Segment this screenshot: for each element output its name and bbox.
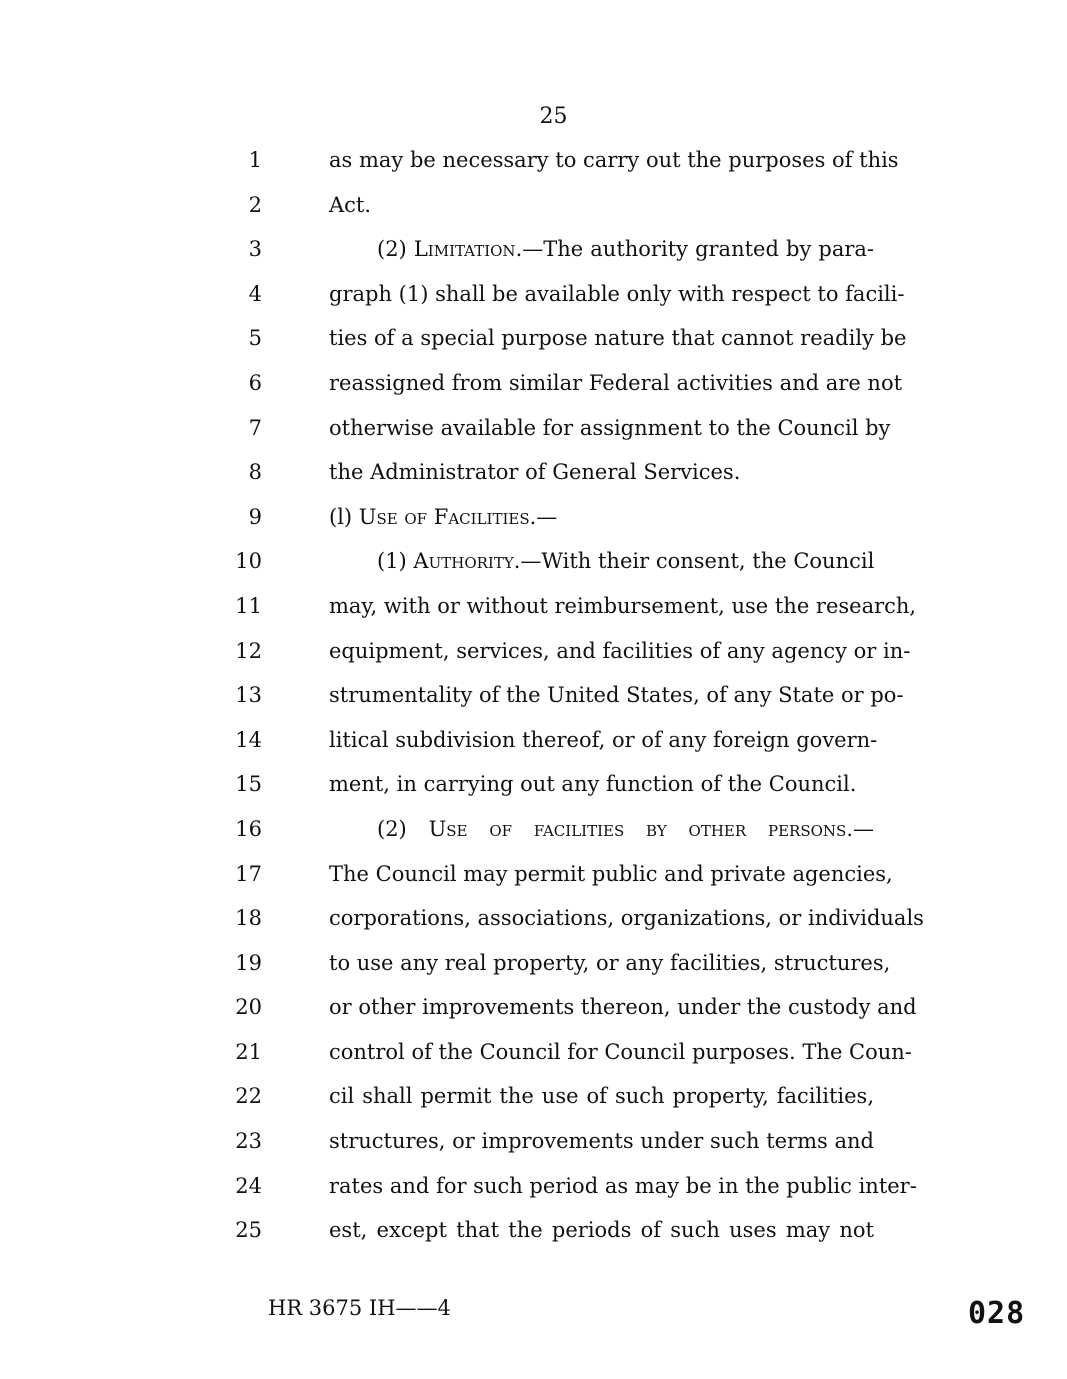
text-line xyxy=(0,279,1067,324)
text-line xyxy=(0,992,1067,1037)
line-text: as may be necessary to carry out the purposes of this xyxy=(329,148,899,172)
line-number: 13 xyxy=(235,683,262,708)
line-number: 8 xyxy=(248,460,262,485)
line-text: control of the Council for Council purposes. The Coun- xyxy=(329,1039,912,1064)
line-text: may, with or without reimbursement, use the research, xyxy=(329,593,917,618)
line-number: 25 xyxy=(235,1218,262,1243)
line-number: 17 xyxy=(235,861,262,886)
text-line xyxy=(0,502,1067,547)
text-line xyxy=(0,680,1067,725)
line-number: 5 xyxy=(248,326,262,351)
text-line xyxy=(0,591,1067,636)
line-text: or other improvements thereon, under the custody and xyxy=(329,995,917,1020)
line-text: (1) Authority.—With their consent, the Council xyxy=(377,549,875,574)
text-line xyxy=(0,368,1067,413)
line-number: 7 xyxy=(248,415,262,440)
line-number: 16 xyxy=(235,816,262,841)
line-text: cil shall permit the use of such property, facilities, xyxy=(329,1084,874,1109)
text-line xyxy=(0,234,1067,279)
line-number: 2 xyxy=(248,192,262,217)
line-number: 9 xyxy=(248,504,262,529)
text-line xyxy=(0,1081,1067,1126)
line-number: 20 xyxy=(235,995,262,1020)
page-number: 25 xyxy=(539,104,568,129)
text-line xyxy=(0,457,1067,502)
text-line xyxy=(0,903,1067,948)
line-text: equipment, services, and facilities of any agency or in- xyxy=(329,638,911,663)
line-number: 10 xyxy=(235,549,262,574)
text-line xyxy=(0,546,1067,591)
line-text: reassigned from similar Federal activities and are not xyxy=(329,370,903,395)
line-text: the Administrator of General Services. xyxy=(329,460,741,485)
text-line xyxy=(0,948,1067,993)
text-line xyxy=(0,190,1067,235)
line-number: 3 xyxy=(248,237,262,262)
section-heading: Use of facilities by other persons xyxy=(428,816,847,841)
line-text: ment, in carrying out any function of the Council. xyxy=(329,772,857,797)
text-line xyxy=(0,769,1067,814)
line-number: 6 xyxy=(248,370,262,395)
section-heading: Use of Facilities xyxy=(358,504,530,529)
line-number: 1 xyxy=(248,148,262,172)
line-text: otherwise available for assignment to the Council by xyxy=(329,415,891,440)
line-text: structures, or improvements under such terms and xyxy=(329,1129,874,1154)
text-line xyxy=(0,145,1067,190)
line-number: 11 xyxy=(235,593,262,618)
line-text: rates and for such period as may be in the public inter- xyxy=(329,1173,917,1198)
line-text: (2) Limitation.—The authority granted by para- xyxy=(377,237,875,262)
line-text: to use any real property, or any facilities, structures, xyxy=(329,950,891,975)
text-line xyxy=(0,859,1067,904)
text-line xyxy=(0,323,1067,368)
text-line xyxy=(0,1037,1067,1082)
text-line xyxy=(0,814,1067,859)
line-text: (2) Use of facilities by other persons.— xyxy=(377,816,874,841)
text-line xyxy=(0,1171,1067,1216)
line-number: 23 xyxy=(235,1129,262,1154)
line-text: Act. xyxy=(329,192,372,217)
text-line xyxy=(0,636,1067,681)
line-text: corporations, associations, organizations, or individuals xyxy=(329,906,924,931)
line-number: 15 xyxy=(235,772,262,797)
line-number: 24 xyxy=(235,1173,262,1198)
line-number: 14 xyxy=(235,727,262,752)
line-number: 19 xyxy=(235,950,262,975)
section-heading: Limitation xyxy=(413,237,516,262)
page-stamp: 028 xyxy=(968,1296,1026,1331)
text-line xyxy=(0,725,1067,770)
line-number: 21 xyxy=(235,1039,262,1064)
line-text: (l) Use of Facilities.— xyxy=(329,504,558,529)
line-text: ties of a special purpose nature that cannot readily be xyxy=(329,326,907,351)
line-text: strumentality of the United States, of any State or po- xyxy=(329,683,904,708)
line-number: 22 xyxy=(235,1084,262,1109)
text-line xyxy=(0,413,1067,458)
text-line xyxy=(0,1215,1067,1260)
line-text: The Council may permit public and private agencies, xyxy=(329,861,893,886)
line-number: 12 xyxy=(235,638,262,663)
line-text: graph (1) shall be available only with respect to facili- xyxy=(329,281,905,306)
line-text: litical subdivision thereof, or of any foreign govern- xyxy=(329,727,878,752)
line-text: est, except that the periods of such uses may not xyxy=(329,1218,874,1243)
text-line xyxy=(0,1126,1067,1171)
section-heading: Authority xyxy=(413,549,514,574)
line-number: 18 xyxy=(235,906,262,931)
line-number: 4 xyxy=(248,281,262,306)
bill-text-body xyxy=(0,145,1067,1260)
bill-identifier: HR 3675 IH——4 xyxy=(268,1296,451,1320)
